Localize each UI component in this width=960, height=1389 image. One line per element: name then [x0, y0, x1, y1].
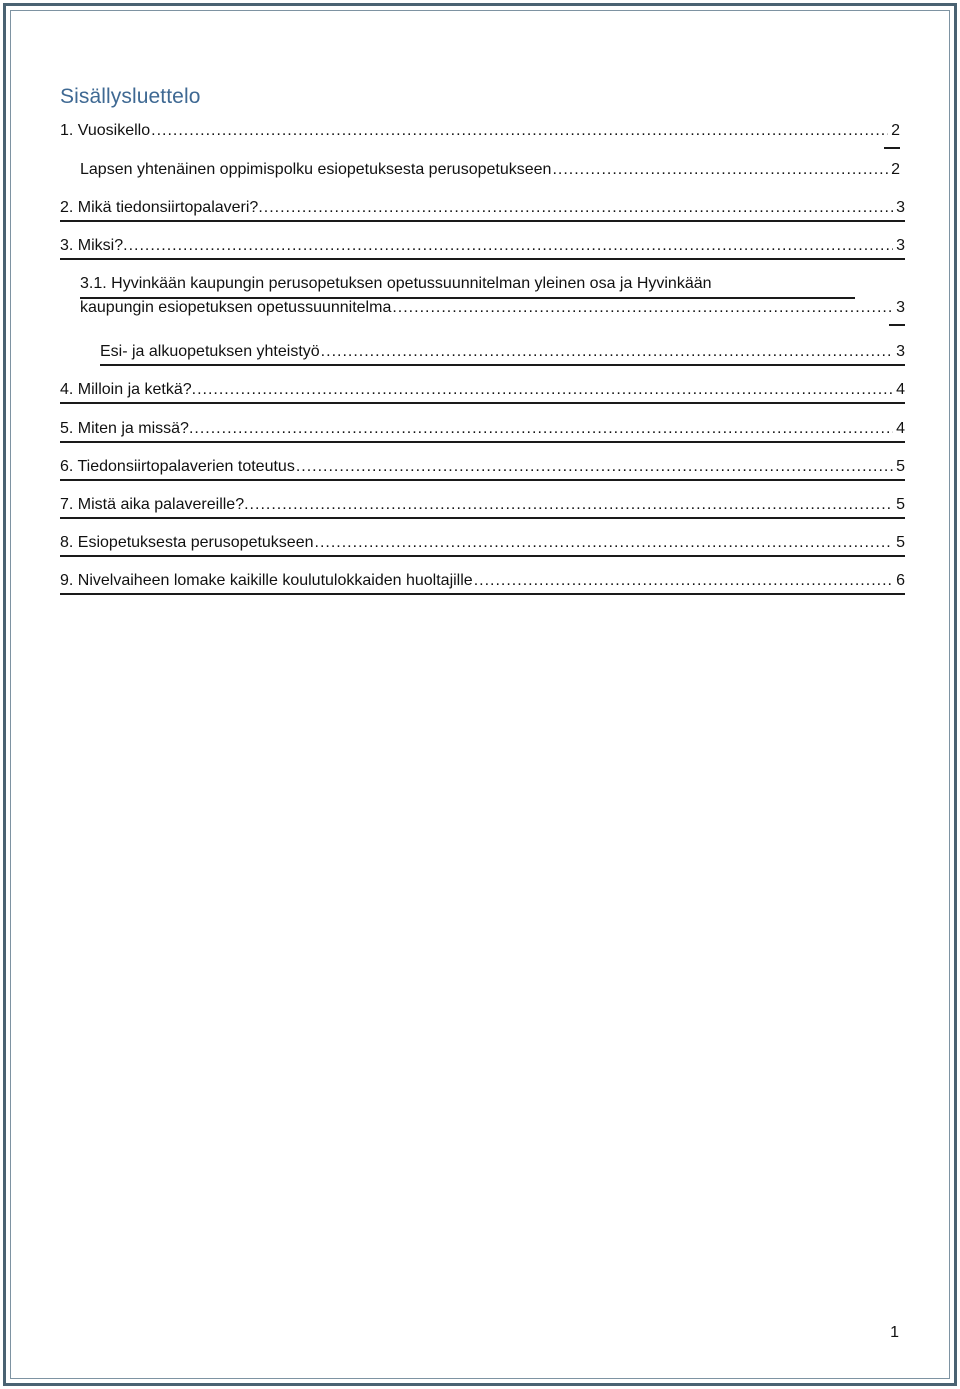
toc-entry-toteutus[interactable] [60, 457, 905, 481]
toc-entry-mista-aika[interactable] [60, 495, 905, 519]
toc-entry-oppimispolku[interactable] [80, 160, 900, 184]
toc-entry-label: 2. Mikä tiedonsiirtopalaveri?. [60, 199, 263, 216]
toc-entry-page: 3 [896, 343, 905, 360]
toc-title: Sisällysluettelo [60, 85, 201, 108]
toc-entry-page: 2 [891, 161, 900, 178]
toc-entry-underline [60, 220, 905, 222]
toc-entry-label: Esi- ja alkuopetuksen yhteistyö [100, 343, 320, 360]
toc-leader-dots [194, 419, 893, 439]
toc-leader-dots [474, 571, 893, 591]
toc-entry-page: 3 [896, 237, 905, 254]
toc-entry-tiedonsiirtopalaveri[interactable] [60, 198, 905, 222]
toc-entry-opetussuunnitelma[interactable] [80, 274, 905, 326]
toc-entry-label: Lapsen yhtenäinen oppimispolku esiopetuksesta perusopetukseen [80, 161, 552, 178]
toc-entry-miksi[interactable] [60, 236, 905, 260]
toc-leader-dots [264, 198, 893, 218]
toc-entry-page: 4 [896, 381, 905, 398]
toc-entry-milloin[interactable] [60, 380, 905, 404]
toc-entry-page: 3 [896, 199, 905, 216]
toc-entry-underline-mark [884, 147, 900, 149]
toc-leader-dots [315, 533, 894, 553]
toc-entry-page: 4 [896, 420, 905, 437]
toc-leader-dots [129, 236, 894, 256]
page-number: 1 [890, 1324, 899, 1341]
toc-entry-page: 5 [896, 496, 905, 513]
toc-leader-dots [197, 380, 893, 400]
toc-leader-dots [392, 298, 893, 318]
toc-entry-underline [60, 517, 905, 519]
toc-leader-dots [296, 457, 893, 477]
toc-leader-dots [552, 160, 888, 180]
toc-entry-label-line1: 3.1. Hyvinkään kaupungin perusopetuksen opetussuunnitelman yleinen osa ja Hyvinkään [80, 275, 712, 292]
toc-entry-label: 6. Tiedonsiirtopalaverien toteutus [60, 458, 295, 475]
toc-entry-yhteistyo[interactable] [100, 342, 905, 366]
toc-entry-label: 7. Mistä aika palavereille?. [60, 496, 249, 513]
toc-entry-label-line2: kaupungin esiopetuksen opetussuunnitelma [80, 299, 392, 316]
toc-entry-vuosikello[interactable] [60, 121, 900, 149]
toc-entry-underline [60, 402, 905, 404]
toc-entry-underline [60, 593, 905, 595]
toc-entry-page: 6 [896, 572, 905, 589]
toc-entry-underline [60, 258, 905, 260]
toc-entry-label: 1. Vuosikello [60, 122, 151, 139]
toc-leader-dots [250, 495, 894, 515]
toc-entry-underline-mark [889, 324, 905, 326]
toc-leader-dots [321, 342, 893, 362]
toc-entry-page: 5 [896, 534, 905, 551]
toc-entry-underline [60, 555, 905, 557]
toc-entry-page: 3 [896, 299, 905, 316]
toc-entry-underline [60, 479, 905, 481]
toc-entry-underline [100, 364, 905, 366]
toc-entry-page: 5 [896, 458, 905, 475]
toc-entry-esiopetuksesta[interactable] [60, 533, 905, 557]
toc-entry-label: 5. Miten ja missä?. [60, 420, 194, 437]
toc-leader-dots [151, 121, 888, 141]
toc-entry-label: 4. Milloin ja ketkä?. [60, 381, 197, 398]
toc-entry-label: 9. Nivelvaiheen lomake kaikille koulutulokkaiden huoltajille [60, 572, 473, 589]
toc-entry-underline [60, 441, 905, 443]
toc-entry-nivelvaiheen-lomake[interactable] [60, 571, 905, 595]
toc-entry-page: 2 [891, 122, 900, 139]
toc-entry-label: 8. Esiopetuksesta perusopetukseen [60, 534, 314, 551]
toc-entry-label: 3. Miksi?. [60, 237, 128, 254]
toc-entry-miten[interactable] [60, 419, 905, 443]
